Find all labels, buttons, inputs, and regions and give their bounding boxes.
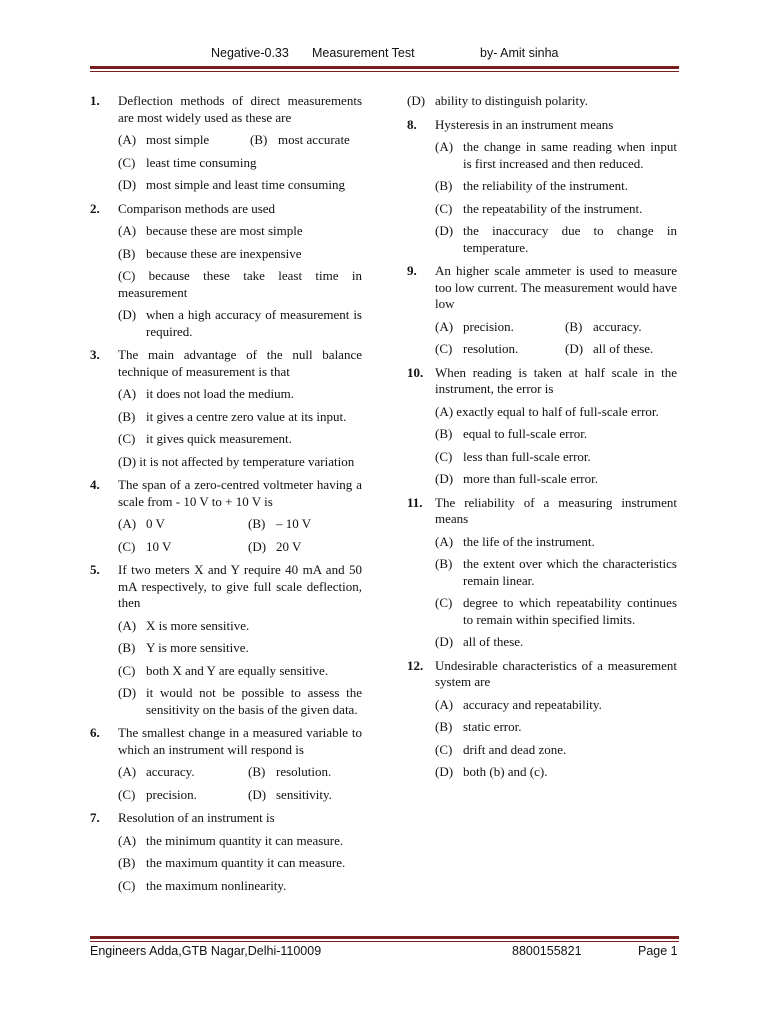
- question-number: 11.: [407, 494, 423, 510]
- question-4: [90, 477, 362, 555]
- question-11: [407, 495, 677, 651]
- option-label: (B): [435, 719, 453, 734]
- question-number: 8.: [407, 116, 417, 132]
- option-a: [118, 132, 250, 149]
- option-text: it does not load the medium.: [146, 386, 295, 401]
- question-text: The main advantage of the null balance technique of measurement is that: [118, 347, 362, 379]
- header-rule-thick: [90, 66, 679, 69]
- option-row: [118, 787, 362, 804]
- question-3: [90, 347, 362, 470]
- question-number: 2.: [90, 200, 100, 216]
- option-text: sensitivity.: [276, 786, 332, 802]
- option-text: the change in same reading when input is first increased and then reduced.: [463, 139, 677, 171]
- option-text: accuracy.: [593, 318, 642, 334]
- option-text: ability to distinguish polarity.: [435, 93, 588, 108]
- option-text: because these are most simple: [146, 223, 303, 238]
- question-7: [90, 810, 362, 894]
- question-number: 7.: [90, 810, 100, 825]
- option-label: (C): [118, 786, 136, 802]
- option-c: [435, 341, 565, 358]
- option-label: (D): [435, 634, 454, 649]
- option-a: (A) exactly equal to half of full-scale error.: [435, 403, 659, 419]
- option-label: (C): [435, 448, 453, 464]
- option-b: [435, 178, 677, 195]
- option-b: [248, 516, 311, 533]
- footer-rule-thin: [90, 941, 679, 942]
- question-text: The reliability of a measuring instrument means: [435, 494, 677, 526]
- option-label: (D): [118, 307, 137, 322]
- option-c: [435, 595, 677, 628]
- option-label: (D): [118, 177, 137, 192]
- option-c: [118, 787, 248, 804]
- option-d: (D) it is not affected by temperature variation: [118, 453, 355, 469]
- question-number: 6.: [90, 725, 100, 740]
- option-c: [118, 878, 362, 895]
- option-b: [118, 246, 362, 263]
- option-label: (A): [435, 318, 454, 334]
- question-9: [407, 263, 677, 358]
- option-label: (B): [435, 426, 453, 441]
- option-text: the life of the instrument.: [463, 533, 595, 549]
- header-rule-thin: [90, 71, 679, 72]
- header-title: Measurement Test: [312, 46, 415, 60]
- option-label: (B): [118, 855, 136, 870]
- question-8: [407, 117, 677, 257]
- option-text: both (b) and (c).: [463, 764, 548, 779]
- question-10: [407, 365, 677, 488]
- option-label: (B): [118, 408, 136, 424]
- option-c: [435, 201, 677, 218]
- option-label: (B): [250, 132, 268, 147]
- option-d: [118, 177, 362, 194]
- question-1: [90, 93, 362, 194]
- option-text: most simple: [146, 132, 210, 147]
- option-label: (B): [435, 178, 453, 193]
- option-text: more than full-scale error.: [463, 471, 598, 486]
- option-text: the reliability of the instrument.: [463, 178, 628, 193]
- option-b: [565, 319, 642, 336]
- option-text: all of these.: [463, 634, 524, 649]
- option-text: equal to full-scale error.: [463, 426, 588, 441]
- option-a: [435, 697, 677, 714]
- option-text: most simple and least time consuming: [146, 177, 345, 192]
- option-label: (D): [118, 685, 137, 700]
- option-a: [435, 534, 677, 551]
- option-d: [435, 634, 677, 651]
- option-d: [435, 223, 677, 256]
- option-label: (C): [435, 200, 453, 216]
- option-label: (A): [118, 832, 137, 848]
- option-text: 10 V: [146, 538, 172, 554]
- option-row: [118, 132, 362, 149]
- option-c: [118, 539, 248, 556]
- option-c: [118, 663, 362, 680]
- option-label: (A): [435, 696, 454, 712]
- option-text: when a high accuracy of measurement is required.: [146, 307, 362, 339]
- footer-page-number: Page 1: [638, 944, 678, 958]
- option-b: [435, 556, 677, 589]
- option-text: it gives quick measurement.: [146, 431, 292, 446]
- option-d: [435, 764, 677, 781]
- option-text: 20 V: [276, 538, 302, 554]
- option-label: (C): [118, 431, 136, 446]
- question-12: [407, 658, 677, 781]
- option-label: (C): [118, 662, 136, 678]
- option-row: [435, 319, 677, 336]
- option-text: 0 V: [146, 516, 165, 531]
- option-c: [435, 742, 677, 759]
- option-c: (C) because these take least time in measurement: [118, 268, 362, 300]
- option-label: (A): [118, 764, 137, 779]
- option-c: [118, 155, 362, 172]
- option-label: (C): [118, 538, 136, 554]
- option-d: [248, 787, 332, 804]
- option-label: (D): [565, 341, 584, 356]
- question-number: 9.: [407, 263, 417, 278]
- header-left-text: Negative-0.33: [211, 46, 289, 60]
- header-author: by- Amit sinha: [480, 46, 559, 60]
- option-text: static error.: [463, 719, 522, 734]
- option-row: [118, 516, 362, 533]
- question-text: If two meters X and Y require 40 mA and 50 mA respectively, to give full scale deflection, then: [118, 562, 362, 610]
- question-text: Deflection methods of direct measurements are most widely used as these are: [118, 93, 362, 125]
- option-label: (C): [435, 341, 453, 356]
- option-text: precision.: [146, 786, 197, 802]
- option-b: [118, 640, 362, 657]
- option-label: (D): [435, 764, 454, 779]
- option-label: (C): [435, 741, 453, 757]
- question-text: An higher scale ammeter is used to measure too low current. The measurement would have low: [435, 263, 677, 311]
- question-number: 1.: [90, 93, 100, 108]
- question-text: Undesirable characteristics of a measurement system are: [435, 657, 677, 689]
- question-number: 4.: [90, 477, 100, 492]
- option-a: [435, 319, 565, 336]
- question-text: When reading is taken at half scale in the instrument, the error is: [435, 364, 677, 396]
- option-label: (A): [118, 617, 137, 633]
- question-number: 5.: [90, 562, 100, 577]
- option-label: (B): [435, 556, 453, 571]
- option-text: Y is more sensitive.: [146, 640, 249, 655]
- option-label: (A): [435, 533, 454, 549]
- question-text: The span of a zero-centred voltmeter having a scale from - 10 V to + 10 V is: [118, 477, 362, 509]
- question-2: [90, 201, 362, 341]
- option-text: less than full-scale error.: [463, 448, 591, 464]
- option-row: [435, 341, 677, 358]
- option-d: [118, 685, 362, 718]
- option-a: [118, 833, 362, 850]
- option-label: (C): [118, 154, 136, 170]
- option-b: [118, 409, 362, 426]
- option-text: resolution.: [463, 341, 519, 356]
- option-text: drift and dead zone.: [463, 741, 567, 757]
- option-label: (B): [565, 318, 583, 334]
- question-5: [90, 562, 362, 718]
- option-text: resolution.: [276, 764, 332, 779]
- option-a: [435, 139, 677, 172]
- option-text: it gives a centre zero value at its input.: [146, 408, 347, 424]
- option-label: (B): [118, 245, 136, 261]
- option-text: both X and Y are equally sensitive.: [146, 662, 329, 678]
- question-text: Comparison methods are used: [118, 200, 276, 216]
- option-text: accuracy.: [146, 764, 195, 779]
- question-number: 3.: [90, 347, 100, 362]
- option-text: X is more sensitive.: [146, 617, 250, 633]
- option-a: [118, 764, 248, 781]
- footer-rule-thick: [90, 936, 679, 939]
- option-b: [118, 855, 362, 872]
- question-text: Hysteresis in an instrument means: [435, 116, 614, 132]
- option-b: [248, 764, 331, 781]
- option-label: (B): [248, 764, 266, 779]
- option-a: [118, 618, 362, 635]
- question-text: The smallest change in a measured variable to which an instrument will respond is: [118, 725, 362, 757]
- option-label: (D): [435, 223, 454, 238]
- question-number: 12.: [407, 657, 424, 673]
- option-c: [435, 449, 677, 466]
- option-text: – 10 V: [276, 516, 312, 531]
- option-d: [565, 341, 653, 358]
- question-7-option-d: [407, 93, 677, 110]
- question-number: 10.: [407, 364, 424, 380]
- option-text: the maximum nonlinearity.: [146, 877, 287, 893]
- option-label: (C): [435, 595, 453, 610]
- option-d: [435, 471, 677, 488]
- option-a: [118, 386, 362, 403]
- question-6: [90, 725, 362, 803]
- option-text: accuracy and repeatability.: [463, 696, 602, 712]
- option-text: precision.: [463, 318, 514, 334]
- option-b: [250, 132, 350, 149]
- option-label: (B): [248, 516, 266, 531]
- option-label: (A): [118, 386, 137, 401]
- option-row: [118, 764, 362, 781]
- option-text: the inaccuracy due to change in temperature.: [463, 223, 677, 255]
- option-text: it would not be possible to assess the sensitivity on the basis of the given data.: [146, 685, 362, 717]
- option-label: (A): [118, 516, 137, 531]
- option-b: [435, 426, 677, 443]
- option-text: all of these.: [593, 341, 654, 356]
- question-text: Resolution of an instrument is: [118, 810, 275, 825]
- option-a: [118, 223, 362, 240]
- option-text: degree to which repeatability continues to remain within specified limits.: [463, 595, 677, 627]
- option-label: (D): [248, 786, 267, 802]
- left-column: [90, 93, 362, 894]
- option-text: least time consuming: [146, 154, 257, 170]
- option-label: (A): [435, 139, 454, 154]
- option-text: the repeatability of the instrument.: [463, 200, 643, 216]
- option-label: (C): [118, 877, 136, 893]
- option-b: [435, 719, 677, 736]
- option-label: (A): [118, 132, 137, 147]
- option-text: most accurate: [278, 132, 350, 147]
- option-label: (B): [118, 640, 136, 655]
- option-label: (D): [248, 538, 267, 554]
- footer-phone: 8800155821: [512, 944, 582, 958]
- option-label: (D): [407, 93, 426, 108]
- option-label: (A): [118, 223, 137, 238]
- right-column: [407, 93, 677, 781]
- option-d: [118, 307, 362, 340]
- option-text: the minimum quantity it can measure.: [146, 832, 344, 848]
- option-text: because these are inexpensive: [146, 245, 302, 261]
- option-d: [248, 539, 301, 556]
- footer-address: Engineers Adda,GTB Nagar,Delhi-110009: [90, 944, 322, 958]
- option-text: the maximum quantity it can measure.: [146, 855, 346, 870]
- option-a: [118, 516, 248, 533]
- option-label: (D): [435, 471, 454, 486]
- option-row: [118, 539, 362, 556]
- option-text: the extent over which the characteristics remain linear.: [463, 556, 677, 588]
- option-c: [118, 431, 362, 448]
